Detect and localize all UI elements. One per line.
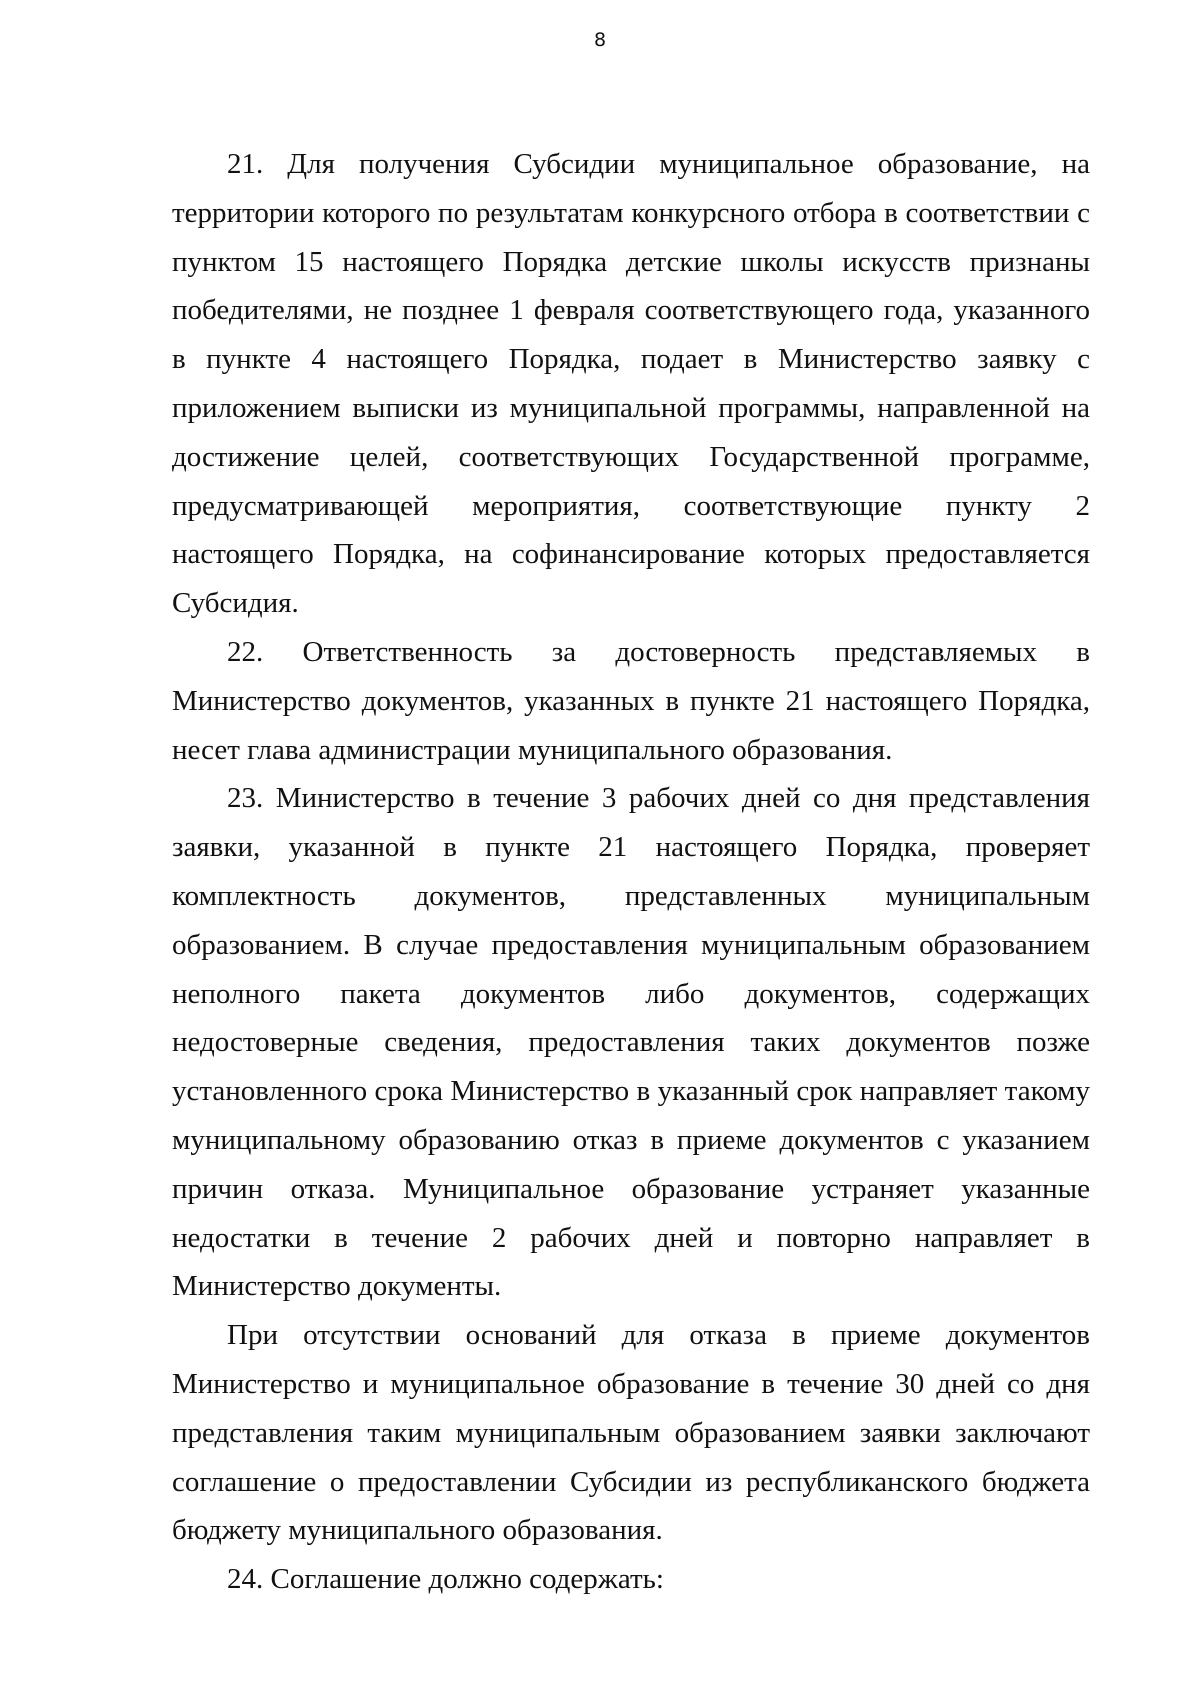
page-number: 8 xyxy=(593,29,607,51)
paragraph-22: 22. Ответственность за достоверность представляемых в Министерство документов, указанных в пункте 21 настоящего Порядка, несет глава администрации муниципального образования. xyxy=(172,635,1090,766)
document-body xyxy=(172,140,1090,1604)
paragraph-21: 21. Для получения Субсидии муниципальное образование, на территории которого по результатам конкурсного отбора в соответствии с пунктом 15 настоящего Порядка детские школы искусств признаны победителями, не позднее 1 февраля соответствующего года, указанного в пункте 4 настоящего Порядка, подает в Министерство заявку с приложением выписки из муниципальной программы, направленной на достижение целей, соответствующих Государственной программе, предусматривающей мероприятия, соответствующие пункту 2 настоящего Порядка, на софинансирование которых предоставляется Субсидия. xyxy=(172,148,1090,620)
paragraph-23: 23. Министерство в течение 3 рабочих дней со дня представления заявки, указанной в пункте 21 настоящего Порядка, проверяет комплектность документов, представленных муниципальным образованием. В случае предоставления муниципальным образованием неполного пакета документов либо документов, содержащих недостоверные сведения, предоставления таких документов позже установленного срока Министерство в указанный срок направляет такому муниципальному образованию отказ в приеме документов с указанием причин отказа. Муниципальное образование устраняет указанные недостатки в течение 2 рабочих дней и повторно направляет в Министерство документы. xyxy=(172,782,1090,1303)
paragraph-23-continuation: При отсутствии оснований для отказа в приеме документов Министерство и муниципальное образование в течение 30 дней со дня представления таким муниципальным образованием заявки заключают соглашение о предоставлении Субсидии из республиканского бюджета бюджету муниципального образования. xyxy=(172,1319,1090,1547)
paragraph-24: 24. Соглашение должно содержать: xyxy=(227,1563,664,1596)
